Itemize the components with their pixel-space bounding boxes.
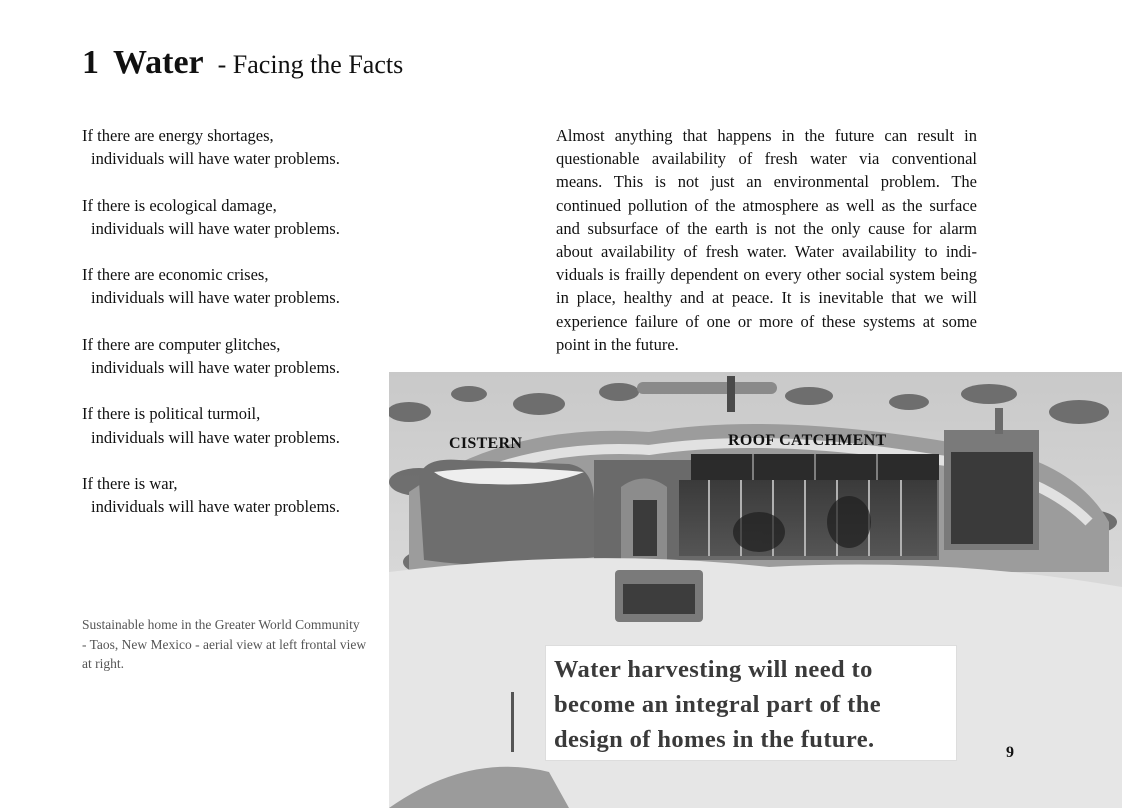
- earthship-photo: [389, 372, 1122, 808]
- stanza: [82, 124, 382, 170]
- entry-door: [633, 500, 657, 556]
- stanza-line: If there are computer glitches,: [82, 334, 281, 354]
- stanza-line: individuals will have water problems.: [91, 149, 340, 169]
- stanza: [82, 263, 382, 309]
- stanza-line: If there are energy shortages,: [82, 126, 274, 145]
- stanza-line: individuals will have water problems.: [91, 288, 340, 308]
- stanza: [82, 333, 382, 379]
- stanza-line: individuals will have water problems.: [91, 427, 340, 447]
- pull-quote-line: become an integral part of the: [554, 691, 882, 718]
- stanza-line: If there is ecological damage,: [82, 195, 277, 215]
- chapter-heading: [82, 44, 403, 82]
- stanza: [82, 472, 382, 518]
- pull-quote: [545, 645, 957, 761]
- cistern-label: CISTERN: [449, 435, 523, 452]
- stanza: [82, 194, 382, 240]
- chapter-number: 1: [82, 44, 99, 81]
- photo-caption: Sustainable home in the Greater World Community - Taos, New Mexico - aerial view at left frontal view at right.: [82, 617, 367, 671]
- body-paragraph: Almost anything that happens in the future can result in questionable availability of fresh water via conventional means. This is not just an environmental problem. The continued pollution of the atmosphere as well as the surface and subsurface of the earth is not the only cause for alarm about availability of fresh water. Water availability to individuals is frailly dependent on every other social system being in place, healthy and at peace. It is inevitable that we will experience failure of one or more of these systems at some point in the future.: [556, 126, 977, 354]
- stanza-line: individuals will have water problems.: [91, 357, 340, 377]
- page-number: 9: [1006, 744, 1014, 761]
- roof-catchment-label: ROOF CATCHMENT: [728, 432, 887, 449]
- stanza-line: individuals will have water problems.: [91, 497, 340, 517]
- stanza-line: If there is war,: [82, 473, 178, 493]
- stanza-list: [82, 124, 382, 542]
- stanza-line: If there is political turmoil,: [82, 404, 261, 424]
- chapter-title: Water: [113, 44, 204, 81]
- stanza-line: If there are economic crises,: [82, 265, 269, 285]
- solar-collector: [951, 452, 1033, 544]
- roof-pipe: [637, 382, 777, 394]
- chimney: [727, 376, 735, 412]
- chapter-subtitle: - Facing the Facts: [217, 50, 404, 79]
- greenhouse-glazing: [679, 480, 937, 556]
- pull-quote-line: design of homes in the future.: [554, 726, 875, 753]
- pull-quote-line: Water harvesting will need to: [554, 656, 873, 683]
- stanza-line: individuals will have water problems.: [91, 218, 340, 238]
- stanza: [82, 402, 382, 448]
